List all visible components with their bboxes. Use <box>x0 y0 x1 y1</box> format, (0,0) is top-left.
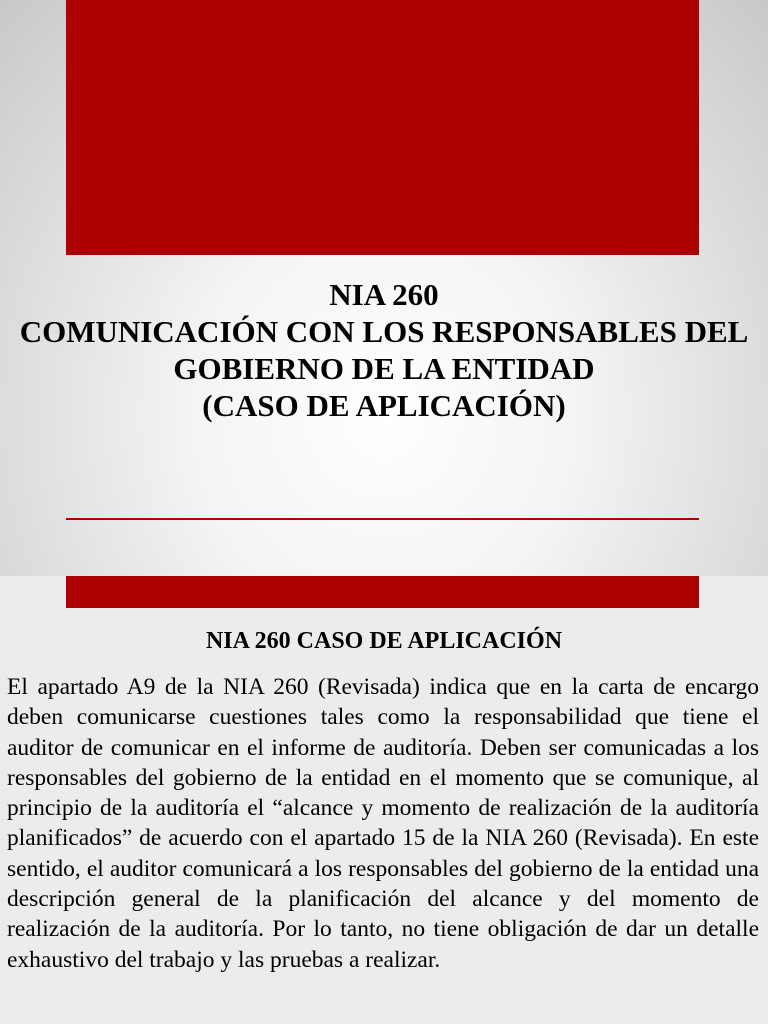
content-body: El apartado A9 de la NIA 260 (Revisada) indica que en la carta de encargo deben comunicarse cuestiones tales como la responsabilidad que tiene el auditor de comunicar en el informe de auditoría. Deben ser comunicadas a los responsables del gobierno de la entidad en el momento que se comunique, al principio de la auditoría el “alcance y momento de realización de la auditoría planificados” de acuerdo con el apartado 15 de la NIA 260 (Revisada). En este sentido, el auditor comunicará a los responsables del gobierno de la entidad una descripción general de la planificación del alcance y del momento de realización de la auditoría. Por lo tanto, no tiene obligación de dar un detalle exhaustivo del trabajo y las pruebas a realizar. <box>7 674 759 973</box>
title-divider <box>66 518 699 520</box>
slide-title <box>0 276 768 424</box>
title-line-4: (CASO DE APLICACIÓN) <box>202 388 566 423</box>
content-slide <box>0 576 768 1024</box>
content-heading: NIA 260 CASO DE APLICACIÓN <box>205 628 563 654</box>
title-line-3: GOBIERNO DE LA ENTIDAD <box>173 351 595 386</box>
title-line-1: NIA 260 <box>329 277 439 312</box>
red-banner <box>66 0 699 255</box>
red-header-bar <box>66 576 699 608</box>
title-line-2: COMUNICACIÓN CON LOS RESPONSABLES DEL <box>19 314 749 349</box>
